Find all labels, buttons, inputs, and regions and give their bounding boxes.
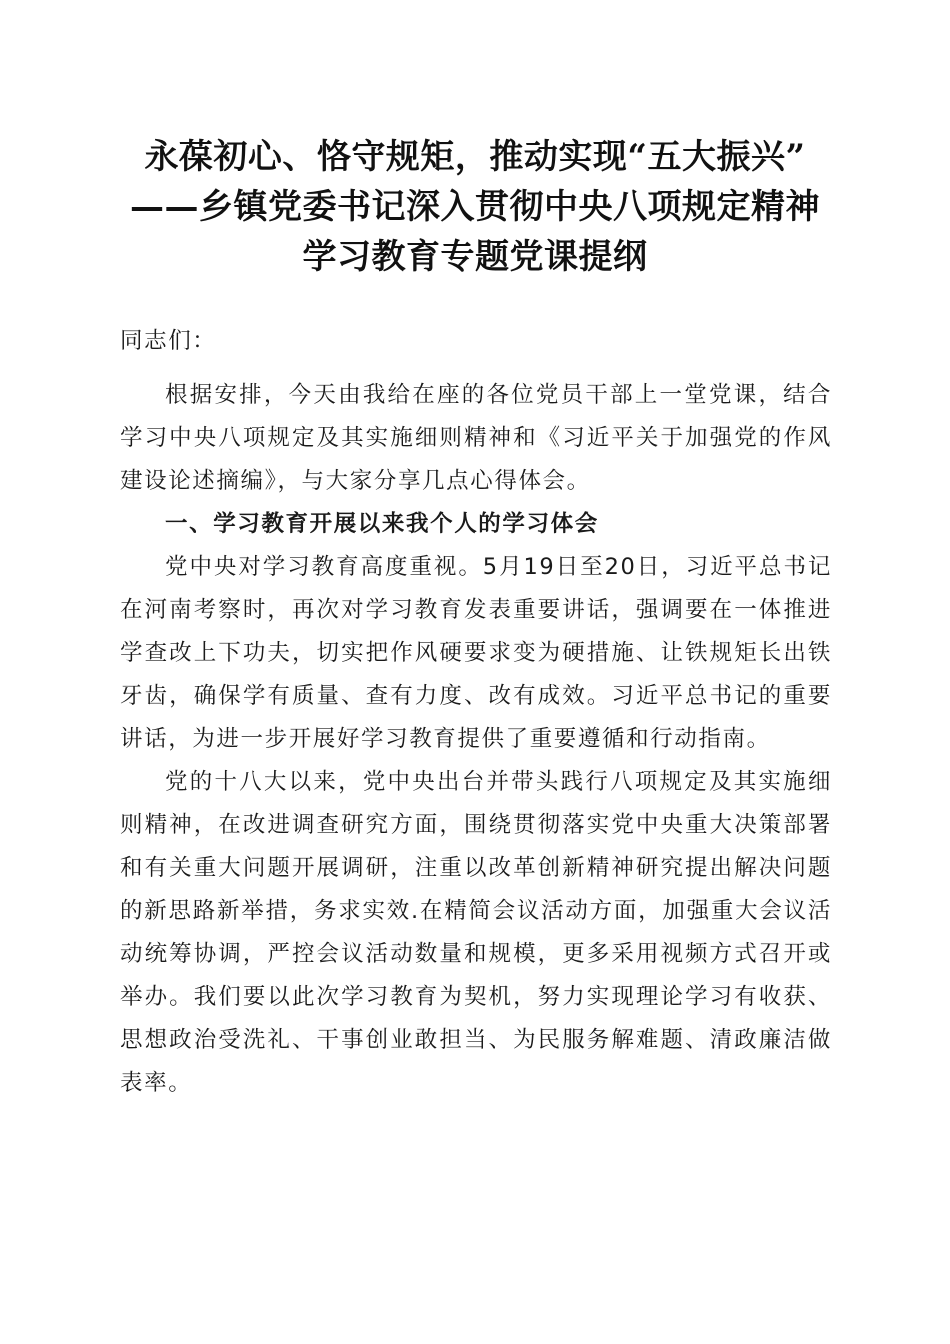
title-line-1: 永葆初心、恪守规矩，推动实现“五大振兴” [144,137,806,177]
salutation: 同志们： [120,328,217,354]
intro-paragraph: 根据安排，今天由我给在座的各位党员干部上一堂党课，结合学习中央八项规定及其实施细则精神和《习近平关于加强党的作风建设论述摘编》，与大家分享几点心得体会。 [120,382,832,494]
section-heading-1: 一、学习教育开展以来我个人的学习体会 [165,511,599,537]
section1-paragraph-2: 党的十八大以来，党中央出台并带头践行八项规定及其实施细则精神，在改进调查研究方面，围绕贯彻落实党中央重大决策部署和有关重大问题开展调研，注重以改革创新精神研究提出解决问题的新思路新举措，务求实效.在精简会议活动方面，加强重大会议活动统筹协调，严控会议活动数量和规模，更多采用视频方式召开或举办。我们要以此次学习教育为契机，努力实现理论学习有收获、思想政治受洗礼、干事创业敢担当、为民服务解难题、清政廉洁做表率。 [120,769,832,1096]
title-line-2: ——乡镇党委书记深入贯彻中央八项规定精神 [130,187,820,227]
document-body [120,320,832,1105]
section1-paragraph-1: 党中央对学习教育高度重视。5月19日至20日，习近平总书记在河南考察时，再次对学习教育发表重要讲话，强调要在一体推进学查改上下功夫，切实把作风硬要求变为硬措施、让铁规矩长出铁牙齿，确保学有质量、查有力度、改有成效。习近平总书记的重要讲话，为进一步开展好学习教育提供了重要遵循和行动指南。 [120,554,832,752]
document-title [80,132,870,282]
title-line-3: 学习教育专题党课提纲 [302,237,648,277]
